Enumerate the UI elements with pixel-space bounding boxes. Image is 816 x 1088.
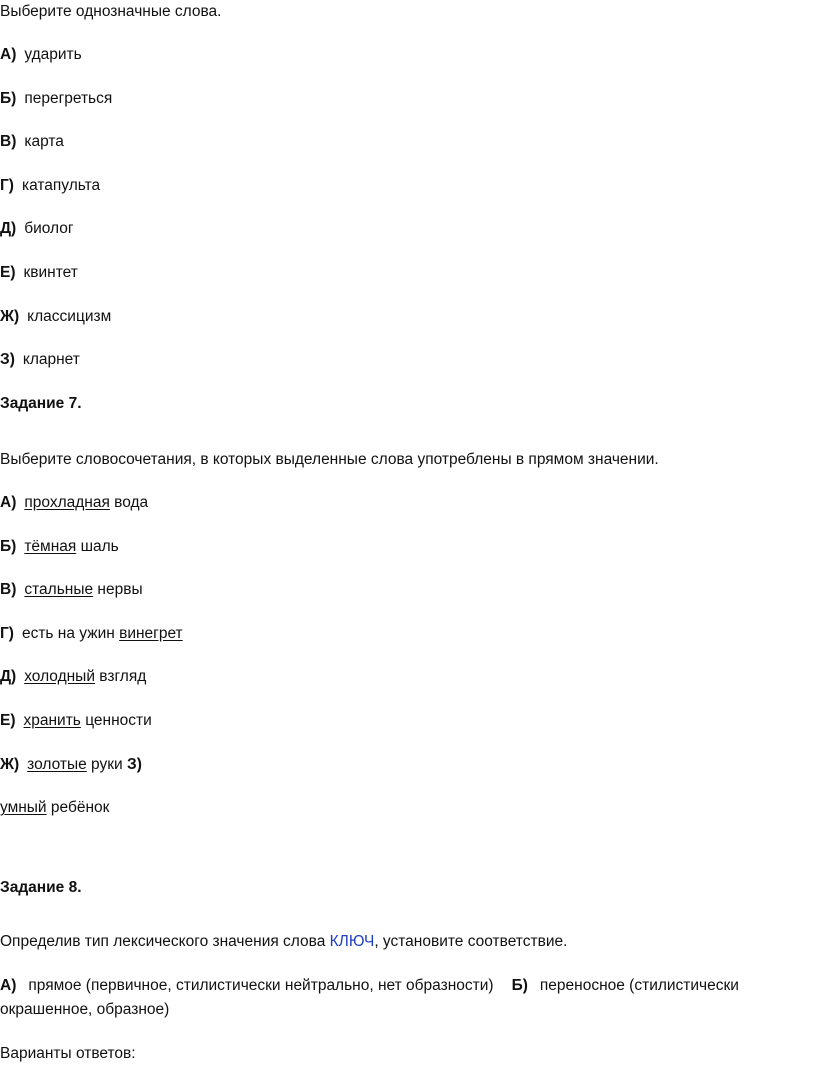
option-letter: В) (0, 581, 17, 598)
task8-option-row (0, 976, 739, 996)
option-letter: З) (0, 351, 15, 368)
option-word: катапульта (21, 177, 101, 194)
task7-option-zh (0, 755, 142, 775)
option-letter: Б) (0, 538, 17, 555)
task7-option-a (0, 493, 148, 513)
option-rest: шаль (76, 538, 119, 555)
task7-option-d (0, 667, 146, 687)
task8-prompt (0, 932, 567, 952)
option-rest: вода (109, 494, 149, 511)
highlighted-word: хранить (23, 712, 81, 729)
option-pre: есть на ужин (21, 625, 120, 642)
option-rest: ценности (80, 712, 152, 729)
task7-option-b (0, 537, 119, 557)
option-word: квинтет (23, 264, 78, 281)
option-letter: Г) (0, 177, 14, 194)
highlighted-word: умный (0, 799, 47, 816)
highlighted-word: стальные (24, 581, 94, 598)
option-letter: Ж) (0, 756, 20, 773)
highlighted-word: золотые (27, 756, 87, 773)
option-letter: В) (0, 133, 17, 150)
option-rest: руки (86, 756, 127, 773)
prompt-text: Определив тип лексического значения слова (0, 933, 330, 950)
task7-option-g (0, 624, 183, 644)
option-word: классицизм (27, 308, 112, 325)
task6-option-g (0, 176, 100, 196)
option-letter: А) (0, 494, 17, 511)
task7-option-e (0, 711, 152, 731)
task7-option-z-continued (0, 798, 109, 818)
highlighted-word: тёмная (24, 538, 77, 555)
option-text: переносное (стилистически (539, 977, 739, 994)
task6-option-z (0, 350, 80, 370)
prompt-text: , установите соответствие. (374, 933, 568, 950)
task6-option-e (0, 263, 78, 283)
option-letter: Д) (0, 220, 17, 237)
option-letter: Ж) (0, 308, 20, 325)
option-letter: Б) (0, 90, 17, 107)
task7-prompt: Выберите словосочетания, в которых выделенные слова употреблены в прямом значении. (0, 451, 659, 468)
option-rest: ребёнок (46, 799, 110, 816)
option-letter: Е) (0, 712, 16, 729)
option-text: прямое (первичное, стилистически нейтрально, нет образности) (28, 977, 494, 994)
task6-option-b (0, 89, 112, 109)
option-letter: Б) (511, 977, 528, 994)
option-rest: нервы (93, 581, 143, 598)
option-word: ударить (24, 46, 82, 63)
option-word: кларнет (22, 351, 80, 368)
option-word: перегреться (24, 90, 113, 107)
task6-option-a (0, 45, 82, 65)
option-letter: А) (0, 977, 17, 994)
task8-option-b-continued: окрашенное, образное) (0, 1001, 170, 1018)
option-letter: А) (0, 46, 17, 63)
task7-title: Задание 7. (0, 395, 82, 412)
highlighted-word: винегрет (119, 625, 183, 642)
task6-option-v (0, 132, 64, 152)
option-letter: Г) (0, 625, 14, 642)
option-word: биолог (24, 220, 74, 237)
task6-option-zh (0, 307, 111, 327)
option-rest: взгляд (94, 668, 147, 685)
task6-prompt: Выберите однозначные слова. (0, 3, 222, 20)
task8-title: Задание 8. (0, 879, 82, 896)
option-letter: Д) (0, 668, 17, 685)
highlighted-word: прохладная (24, 494, 110, 511)
task6-option-d (0, 219, 74, 239)
option-letter: Е) (0, 264, 16, 281)
keyword: КЛЮЧ (329, 933, 375, 950)
option-word: карта (24, 133, 64, 150)
task7-option-v (0, 580, 143, 600)
highlighted-word: холодный (24, 668, 95, 685)
answers-label: Варианты ответов: (0, 1045, 136, 1062)
option-letter: З) (127, 756, 142, 773)
